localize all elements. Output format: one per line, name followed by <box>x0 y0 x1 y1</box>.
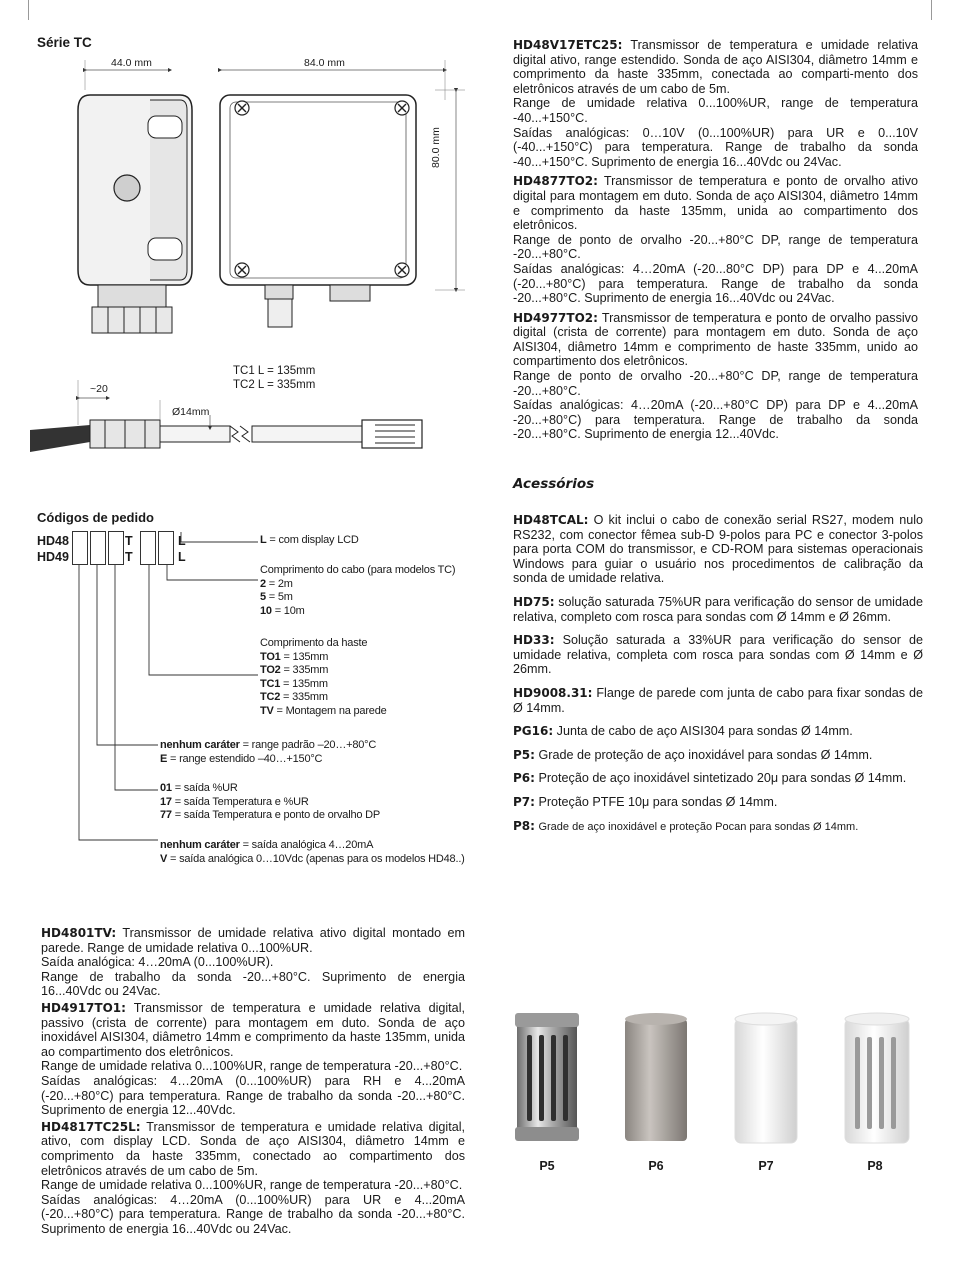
accessory-item: HD33: Solução saturada a 33%UR para verificação do sensor de umidade relativa, completa com rosca para sondas com Ø 14mm e Ø 26mm. <box>513 633 923 677</box>
accessory-item: HD75: solução saturada 75%UR para verificação do sensor de umidade relativa, completo com rosca para sondas com Ø 14mm e Ø 26mm. <box>513 594 923 624</box>
probe-length-1: TC1 L = 135mm <box>233 365 316 377</box>
product-code: HD4877TO2: <box>513 174 598 189</box>
caption-p8: P8 <box>867 1159 883 1173</box>
product-code: HD4817TC25L: <box>41 1119 141 1134</box>
products-bottom <box>41 926 465 1241</box>
accessory-item: P5: Grade de proteção de aço inoxidável para sondas Ø 14mm. <box>513 747 873 762</box>
accessories-list <box>513 513 923 834</box>
accessory-item: P7: Proteção PTFE 10μ para sondas Ø 14mm. <box>513 794 778 809</box>
crop-mark-left <box>28 0 29 20</box>
order-prefix-2: HD49 <box>37 550 69 564</box>
order-option-stem: Comprimento da haste TO1 = 135mm TO2 = 335mm TC1 = 135mm TC2 = 335mm TV = Montagem na parede <box>260 637 387 717</box>
product-hd4977to2: HD4977TO2: Transmissor de temperatura e ponto de orvalho passivo digital (crista de corrente) para montagem em duto. Sonda de aço AISI304, diâmetro 14mm e comprimento de haste 335mm, unido ao compartimento dos eletrônicos. Range de ponto de orvalho -20...+80°C DP, range de temperatura -20...+80°C. Saídas analógicas: 4…20mA (-20...+80°C DP) para DP e 4...20mA -20...+80°C) para temperatura. Range de trabalho da sonda -20...+80°C. Suprimento de energia 12...40Vdc. <box>513 310 918 442</box>
order-l-2: L <box>178 550 186 564</box>
order-option-output: 01 = saída %UR 17 = saída Temperatura e %UR 77 = saída Temperatura e ponto de orvalho DP <box>160 782 381 822</box>
accessories-title: Acessórios <box>513 476 595 492</box>
accessory-item: P6: Proteção de aço inoxidável sintetizado 20μ para sondas Ø 14mm. <box>513 771 907 786</box>
order-option-range: nenhum caráter = range padrão –20…+80°C E = range estendido –40…+150°C <box>160 739 377 765</box>
dim-width-left: 44.0 mm <box>111 57 152 69</box>
order-l-1: L <box>178 534 186 548</box>
dim-height: 80.0 mm <box>430 127 442 168</box>
transmitter-drawing <box>30 40 470 460</box>
caption-p5: P5 <box>539 1159 555 1173</box>
product-hd4817tc25l: HD4817TC25L: Transmissor de temperatura e umidade relativa digital, ativo, com display LCD. Sonda de aço AISI304, diâmetro 14mm e comprimento da haste 335mm, conectado ao compartimento dos eletrônicos através de um cabo de 5m. Range de umidade relativa 0...100%UR, range de temperatura -20...+80°C. Saídas analógicas: 4…20mA (0...100%UR) para UR e 4...20mA (-20...+80°C) para temperatura. Range de trabalho da sonda -20...+80°C. Suprimento de energia 16...40Vdc ou 24Vac. <box>41 1119 465 1236</box>
order-option-lcd: L = com display LCD <box>260 534 359 546</box>
product-hd48v17etc25: HD48V17ETC25: Transmissor de temperatura e umidade relativa digital ativo, range estendido. Sonda de aço AISI304, diâmetro 14mm e comprimento da haste 335mm, conectada ao comparti-mento dos eletrônicos através de um cabo de 5m. Range de umidade relativa 0...100%UR, range de temperatura -40...+150°C. Saídas analógicas: 0…10V (0...100%UR) para UR e 0...10V (-40...+150°C) para temperatura. Range de trabalho da sonda -40...+150°C. Suprimento de energia 16...40Vdc ou 24Vac. <box>513 38 918 169</box>
dim-width-main: 84.0 mm <box>304 57 345 69</box>
order-t-2: T <box>125 550 133 564</box>
caption-p7: P7 <box>758 1159 774 1173</box>
order-option-cable: Comprimento do cabo (para modelos TC) 2 = 2m 5 = 5m 10 = 10m <box>260 564 456 617</box>
product-code: HD4801TV: <box>41 926 117 940</box>
accessory-item: HD9008.31: Flange de parede com junta de cabo para fixar sondas de Ø 14mm. <box>513 685 923 715</box>
p6-photo <box>625 1013 687 1141</box>
accessory-item: PG16: Junta de cabo de aço AISI304 para sondas Ø 14mm. <box>513 724 853 739</box>
dim-cable: ~20 <box>90 383 108 395</box>
product-hd4801tv: HD4801TV: Transmissor de umidade relativa ativo digital montado em parede. Range de umidade relativa 0...100%UR. Saída analógica: 4…20mA (0...100%UR). Range de trabalho da sonda -20...+80°C. Suprimento de energia 16...40Vdc ou 24Vac. <box>41 926 465 999</box>
probe-length-2: TC2 L = 335mm <box>233 379 316 391</box>
caption-p6: P6 <box>648 1159 664 1173</box>
order-option-analog: nenhum caráter = saída analógica 4…20mA V = saída analógica 0…10Vdc (apenas para os modelos HD48..) <box>160 839 465 865</box>
p5-photo <box>515 1013 579 1141</box>
product-code: HD48V17ETC25: <box>513 38 623 52</box>
crop-mark-right <box>931 0 932 20</box>
order-prefix-1: HD48 <box>37 534 69 548</box>
product-code: HD4977TO2: <box>513 310 598 325</box>
accessory-item: HD48TCAL: O kit inclui o cabo de conexão serial RS27, modem nulo RS232, com conector fêmea sub-D 9-polos para PC e conector 3-polos para porta COM do transmissor, e CD-ROM para sistemas operacionais Windows para guiar o usuário nos procedimentos de calibração da sonda de umidade relativa. <box>513 513 923 586</box>
series-title: Série TC <box>37 35 92 50</box>
accessory-item: P8: Grade de aço inoxidável e proteção Pocan para sondas Ø 14mm. <box>513 818 859 833</box>
order-codes-title: Códigos de pedido <box>37 510 154 525</box>
p8-photo <box>845 1013 909 1143</box>
product-hd4917to1: HD4917TO1: Transmissor de temperatura e umidade relativa digital, passivo (crista de corrente) para montagem em duto. Sonda de aço inoxidável AISI304, diâmetro 14mm e comprimento da haste 135mm, unida ao compartimento dos eletrônicos. Range de umidade relativa 0...100%UR, range de temperatura -20...+80°C. Saídas analógicas: 4…20mA (0...100%UR) para RH e 4...20mA (-20...+80°C) para temperatura. Range de trabalho da sonda -20...+80°C. Suprimento de energia 12...40Vdc. <box>41 1000 465 1118</box>
products-top <box>513 38 918 447</box>
accessory-photos <box>505 1005 925 1155</box>
dim-diameter: Ø14mm <box>172 406 210 418</box>
product-code: HD4917TO1: <box>41 1000 126 1015</box>
p7-photo <box>735 1013 797 1143</box>
product-hd4877to2: HD4877TO2: Transmissor de temperatura e ponto de orvalho ativo digital para montagem em duto. Sonda de aço AISI304, diâmetro 14mm e comprimento da haste 135mm, unida ao compartimento dos eletrônicos. Range de ponto de orvalho -20...+80°C DP, range de temperatura -20...+80°C. Saídas analógicas: 4…20mA (-20...80°C DP) para DP e 4...20mA (-20...+80°C) para temperatura. Range de trabalho da sonda -20...+80°C. Suprimento de energia 16...40Vdc ou 24Vac. <box>513 174 918 306</box>
order-t-1: T <box>125 534 133 548</box>
